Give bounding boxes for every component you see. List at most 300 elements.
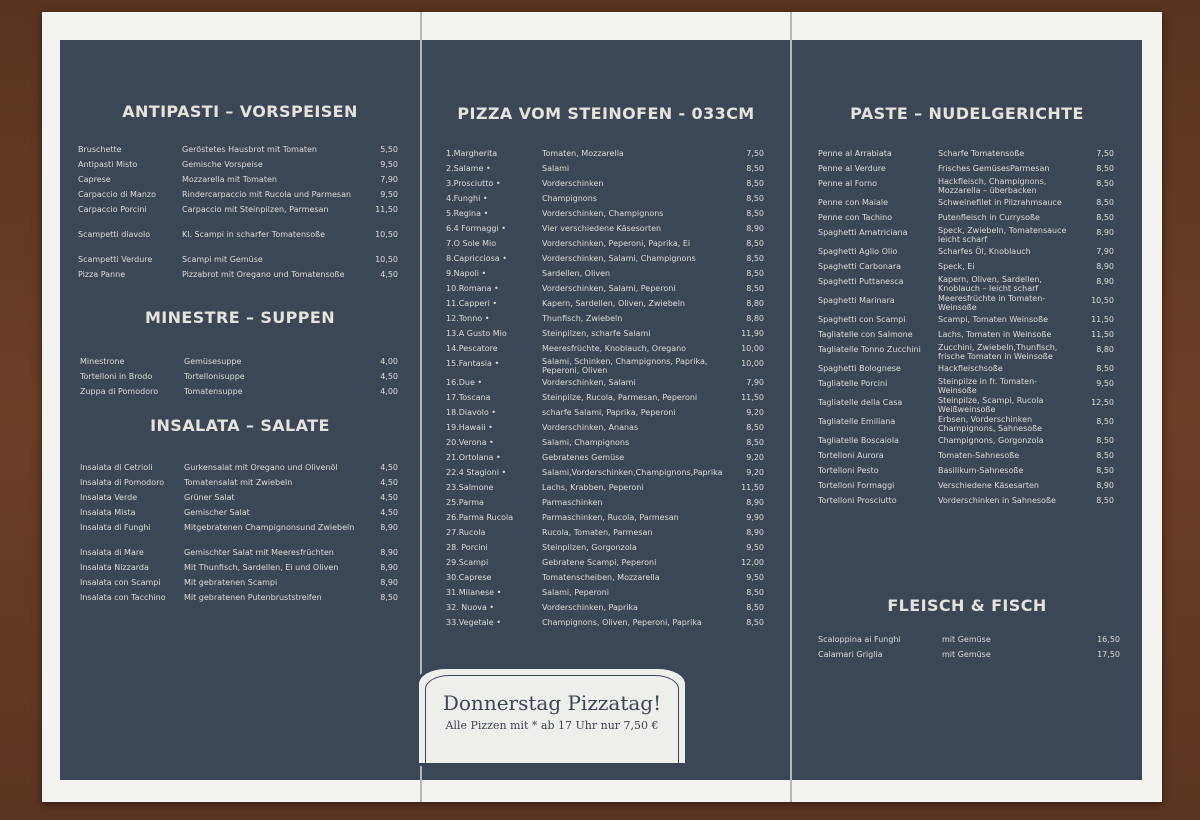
menu-item-description: Verschiedene Käsesarten: [938, 481, 1039, 490]
menu-item-description: Scharfe Tomatensoße: [938, 149, 1025, 158]
menu-item: [818, 647, 1120, 662]
menu-item-description: Mit gebratenen Putenbruststreifen: [184, 593, 322, 602]
menu-item: [446, 341, 764, 356]
menu-item-price: 8,50: [746, 618, 764, 627]
menu-item: [446, 555, 764, 570]
menu-item: [818, 478, 1114, 493]
menu-item: [446, 450, 764, 465]
menu-item-name: Spaghetti Amatriciana: [818, 228, 908, 237]
menu-item-price: 8,50: [1096, 417, 1114, 426]
menu-item: [818, 376, 1114, 395]
menu-item: [78, 227, 398, 242]
menu-item-description: Mit Thunfisch, Sardellen, Ei und Oliven: [184, 563, 339, 572]
menu-item-description: Hackfleisch, Champignons, Mozzarella – überbacken: [938, 177, 1047, 195]
menu-item-description: Tortellonisuppe: [184, 372, 245, 381]
menu-item-name: 26.Parma Rucola: [446, 513, 514, 522]
menu-item-name: 29.Scampi: [446, 558, 489, 567]
menu-item-name: Spaghetti Bolognese: [818, 364, 901, 373]
list-insalata: [80, 460, 398, 605]
menu-item-price: 4,50: [380, 493, 398, 502]
menu-item-price: 12,50: [1091, 398, 1114, 407]
menu-item-price: 8,80: [746, 299, 764, 308]
menu-item-name: 6.4 Formaggi •: [446, 224, 506, 233]
menu-item-description: Scampi, Tomaten Weinsoße: [938, 315, 1049, 324]
menu-item-description: Putenfleisch in Currysoße: [938, 213, 1040, 222]
menu-item-description: Speck, Zwiebeln, Tomatensauce leicht scharf: [938, 226, 1067, 244]
menu-item: [446, 465, 764, 480]
menu-item-description: scharfe Salami, Paprika, Peperoni: [542, 408, 676, 417]
menu-item-name: Insalata Nizzarda: [80, 563, 149, 572]
menu-item-description: Hackfleischsoße: [938, 364, 1003, 373]
menu-item: [78, 267, 398, 282]
menu-item-name: Tortelloni Formaggi: [818, 481, 895, 490]
menu-item-description: Kapern, Sardellen, Oliven, Zwiebeln: [542, 299, 685, 308]
menu-item-description: Lachs, Tomaten in Weinsoße: [938, 330, 1052, 339]
menu-item-name: 11.Capperi •: [446, 299, 498, 308]
menu-item-name: 23.Salmone: [446, 483, 494, 492]
menu-item-description: Champignons, Gorgonzola: [938, 436, 1044, 445]
menu-item-name: Caprese: [78, 175, 111, 184]
menu-item-description: Tomatenscheiben, Mozzarella: [542, 573, 660, 582]
menu-item-price: 8,90: [1096, 277, 1114, 286]
menu-item-name: 19.Hawaii •: [446, 423, 493, 432]
menu-item-description: Meeresfrüchte, Knoblauch, Oregano: [542, 344, 687, 353]
menu-item-description: Scharfes Öl, Knoblauch: [938, 247, 1031, 256]
menu-item-price: 10,00: [741, 344, 764, 353]
menu-item: [446, 540, 764, 555]
menu-item: [818, 176, 1114, 195]
menu-item-name: Tagliatelle con Salmone: [818, 330, 913, 339]
menu-item-price: 11,90: [741, 329, 764, 338]
menu-item-price: 8,50: [746, 423, 764, 432]
menu-item-price: 7,50: [1096, 149, 1114, 158]
menu-item-description: Kl. Scampi in scharfer Tomatensoße: [182, 230, 326, 239]
menu-item: [78, 252, 398, 267]
menu-item-name: Penne con Maiale: [818, 198, 889, 207]
menu-item-description: Lachs, Krabben, Peperoni: [542, 483, 644, 492]
menu-item-description: Mitgebratenen Champignonsund Zwiebeln: [184, 523, 355, 532]
menu-item-description: Sardellen, Oliven: [542, 269, 611, 278]
menu-item: [818, 433, 1114, 448]
menu-item-description: Vorderschinken in Sahnesoße: [938, 496, 1056, 505]
menu-item: [818, 293, 1114, 312]
menu-item: [446, 420, 764, 435]
menu-item-name: Scampetti diavolo: [78, 230, 151, 239]
menu-item-name: 18.Diavolo •: [446, 408, 497, 417]
menu-item-description: Vorderschinken, Salami, Champignons: [542, 254, 696, 263]
menu-item-name: 32. Nuova •: [446, 603, 495, 612]
menu-item-price: 9,20: [746, 453, 764, 462]
menu-item: [446, 221, 764, 236]
menu-item-price: 9,50: [746, 573, 764, 582]
menu-item-name: Insalata di Mare: [80, 548, 144, 557]
menu-item-description: Vorderschinken, Ananas: [542, 423, 639, 432]
menu-item-description: Geröstetes Hausbrot mit Tomaten: [182, 145, 317, 154]
menu-item-name: 10.Romana •: [446, 284, 499, 293]
menu-item: [446, 570, 764, 585]
menu-item-name: Bruschette: [78, 145, 122, 154]
menu-item-price: 8,90: [746, 224, 764, 233]
menu-item-description: Steinpilze in fr. Tomaten-Weinsoße: [938, 377, 1038, 395]
menu-item-price: 8,90: [746, 528, 764, 537]
menu-item-description: mit Gemüse: [942, 650, 991, 659]
list-pizza: [446, 146, 764, 630]
menu-item-name: 8.Capricciosa •: [446, 254, 507, 263]
menu-item-description: Vorderschinken, Paprika: [542, 603, 638, 612]
menu-item: [818, 161, 1114, 176]
menu-item: [818, 210, 1114, 225]
menu-item-name: Spaghetti Aglio Olio: [818, 247, 898, 256]
menu-item: [446, 510, 764, 525]
list-minestre: [80, 354, 398, 399]
menu-item-name: Penne al Arrabiata: [818, 149, 892, 158]
menu-item-price: 8,50: [1096, 213, 1114, 222]
menu-item-price: 8,50: [746, 179, 764, 188]
menu-item-name: 27.Rucola: [446, 528, 486, 537]
menu-item: [446, 311, 764, 326]
menu-item-price: 8,50: [1096, 451, 1114, 460]
menu-item: [818, 244, 1114, 259]
menu-item-name: 1.Margherita: [446, 149, 498, 158]
menu-item: [446, 615, 764, 630]
menu-item-name: Tagliatelle Tonno Zucchini: [818, 345, 921, 354]
menu-item-description: Salami, Schinken, Champignons, Paprika, Peperoni, Oliven: [542, 357, 708, 375]
menu-item-name: 21.Ortolana •: [446, 453, 501, 462]
menu-item: [818, 195, 1114, 210]
menu-item-description: Mozzarella mit Tomaten: [182, 175, 277, 184]
menu-item: [818, 146, 1114, 161]
menu-item: [818, 274, 1114, 293]
menu-item-description: Steinpilze, Rucola, Parmesan, Peperoni: [542, 393, 698, 402]
menu-item-description: Salami,Vorderschinken,Champignons,Paprika: [542, 468, 723, 477]
menu-item-price: 9,50: [1096, 379, 1114, 388]
menu-item: [80, 490, 398, 505]
menu-item-description: Basilikum-Sahnesoße: [938, 466, 1024, 475]
menu-item-description: Gemischter Salat mit Meeresfrüchten: [184, 548, 334, 557]
menu-item: [80, 475, 398, 490]
menu-item-price: 8,50: [746, 194, 764, 203]
menu-item-price: 8,50: [1096, 198, 1114, 207]
menu-item-price: 11,50: [741, 393, 764, 402]
menu-item: [80, 520, 398, 535]
menu-item-description: Vorderschinken, Champignons: [542, 209, 664, 218]
menu-item-name: 17.Toscana: [446, 393, 491, 402]
menu-item-price: 4,50: [380, 478, 398, 487]
menu-item-price: 8,90: [380, 563, 398, 572]
menu-item: [446, 236, 764, 251]
menu-item-price: 8,50: [1096, 496, 1114, 505]
menu-item-name: Penne con Tachino: [818, 213, 893, 222]
section-title-pizza: PIZZA VOM STEINOFEN - 033CM: [457, 104, 755, 123]
menu-item-description: Carpaccio mit Steinpilzen, Parmesan: [182, 205, 329, 214]
menu-item-description: Scampi mit Gemüse: [182, 255, 263, 264]
menu-item-name: Minestrone: [80, 357, 125, 366]
menu-item: [446, 375, 764, 390]
menu-item: [78, 172, 398, 187]
menu-item-name: Tagliatelle Emiliana: [818, 417, 896, 426]
list-spacer: [78, 242, 398, 252]
menu-item-price: 4,00: [380, 357, 398, 366]
menu-item: [446, 266, 764, 281]
menu-item-name: 3.Prosciutto •: [446, 179, 501, 188]
menu-item: [446, 176, 764, 191]
menu-item-description: Grüner Salat: [184, 493, 235, 502]
menu-item-description: Zucchini, Zwiebeln,Thunfisch, frische Tomaten in Weinsoße: [938, 343, 1058, 361]
menu-item-price: 8,90: [380, 523, 398, 532]
menu-item-description: Steinpilzen, Gorgonzola: [542, 543, 637, 552]
menu-item-name: Spaghetti Puttanesca: [818, 277, 904, 286]
menu-item-name: Insalata con Scampi: [80, 578, 161, 587]
menu-item: [446, 435, 764, 450]
menu-item-name: 31.Milanese •: [446, 588, 502, 597]
menu-item: [446, 480, 764, 495]
menu-item: [78, 187, 398, 202]
panel-left: [60, 40, 420, 780]
menu-item-price: 8,50: [746, 209, 764, 218]
menu-item-name: Pizza Panne: [78, 270, 126, 279]
menu-item: [446, 281, 764, 296]
menu-item-price: 8,90: [1096, 228, 1114, 237]
menu-item-price: 12,00: [741, 558, 764, 567]
menu-item-description: Thunfisch, Zwiebeln: [542, 314, 623, 323]
menu-item: [80, 369, 398, 384]
menu-item-description: Steinpilzen, scharfe Salami: [542, 329, 651, 338]
menu-item: [446, 390, 764, 405]
fold-line-right: [790, 12, 792, 802]
menu-item-price: 11,50: [1091, 315, 1114, 324]
menu-item-description: Tomatensuppe: [184, 387, 243, 396]
menu-item-price: 4,50: [380, 270, 398, 279]
menu-item-name: 13.A Gusto Mio: [446, 329, 507, 338]
menu-item-description: Champignons, Oliven, Peperoni, Paprika: [542, 618, 702, 627]
menu-item-price: 16,50: [1097, 635, 1120, 644]
menu-item-description: Meeresfrüchte in Tomaten-Weinsoße: [938, 294, 1046, 312]
menu-item-description: Steinpilze, Scampi, Rucola Weißweinsoße: [938, 396, 1044, 414]
menu-item-description: Schweinefilet in Pilzrahmsauce: [938, 198, 1062, 207]
menu-item-description: Rindercarpaccio mit Rucola und Parmesan: [182, 190, 352, 199]
menu-item-name: Penne al Forno: [818, 179, 878, 188]
menu-item-name: Insalata di Funghi: [80, 523, 151, 532]
menu-item: [818, 312, 1114, 327]
promo-box: [416, 666, 688, 766]
menu-item-description: Kapern, Oliven, Sardellen, Knoblauch – leicht scharf: [938, 275, 1042, 293]
menu-item-name: 12.Tonno •: [446, 314, 490, 323]
menu-item: [80, 545, 398, 560]
menu-item-name: Tortelloni Prosciutto: [818, 496, 897, 505]
menu-item-description: Parmaschinken, Rucola, Parmesan: [542, 513, 679, 522]
menu-item-price: 4,50: [380, 463, 398, 472]
list-antipasti: [78, 142, 398, 282]
menu-item-name: 9.Napoli •: [446, 269, 487, 278]
menu-item-name: Spaghetti con Scampi: [818, 315, 906, 324]
menu-item-price: 10,50: [375, 230, 398, 239]
menu-item: [446, 405, 764, 420]
menu-item-name: 30.Caprese: [446, 573, 492, 582]
menu-item: [80, 575, 398, 590]
menu-item-description: Salami, Champignons: [542, 438, 630, 447]
menu-item-description: Gemüsesuppe: [184, 357, 242, 366]
menu-item-price: 8,50: [746, 164, 764, 173]
menu-item-description: Gurkensalat mit Oregano und Olivenöl: [184, 463, 338, 472]
menu-item-description: Parmaschinken: [542, 498, 603, 507]
menu-item: [818, 448, 1114, 463]
menu-item-name: Carpaccio Porcini: [78, 205, 147, 214]
menu-item-price: 8,50: [380, 593, 398, 602]
menu-item-price: 9,50: [380, 160, 398, 169]
menu-item: [78, 202, 398, 217]
menu-item-name: Tagliatelle Porcini: [818, 379, 888, 388]
menu-item-description: Rucola, Tomaten, Parmesan: [542, 528, 653, 537]
menu-item-description: Gebratenes Gemüse: [542, 453, 625, 462]
menu-item-price: 7,50: [746, 149, 764, 158]
section-title-paste: PASTE – NUDELGERICHTE: [850, 104, 1084, 123]
menu-item-price: 4,50: [380, 508, 398, 517]
menu-item-price: 8,90: [380, 548, 398, 557]
menu-item-price: 9,50: [746, 543, 764, 552]
menu-item-price: 8,50: [746, 438, 764, 447]
menu-item-price: 8,50: [746, 269, 764, 278]
menu-item: [818, 225, 1114, 244]
menu-item-name: Scaloppina ai Funghi: [818, 635, 901, 644]
menu-item-description: Frisches GemüsesParmesan: [938, 164, 1050, 173]
menu-item-price: 8,90: [1096, 481, 1114, 490]
menu-item-description: Vorderschinken: [542, 179, 604, 188]
menu-item: [446, 206, 764, 221]
menu-item-price: 8,50: [1096, 179, 1114, 188]
menu-item: [818, 493, 1114, 508]
list-fleisch: [818, 632, 1120, 662]
menu-item-name: 4.Funghi •: [446, 194, 488, 203]
menu-item-price: 8,90: [746, 498, 764, 507]
menu-item-price: 7,90: [1096, 247, 1114, 256]
menu-item-price: 9,90: [746, 513, 764, 522]
menu-item: [446, 525, 764, 540]
menu-item-name: Insalata di Cetrioli: [80, 463, 153, 472]
menu-item-price: 8,80: [1096, 345, 1114, 354]
panel-right: [792, 40, 1142, 780]
menu-item-name: Tortelloni Aurora: [818, 451, 884, 460]
menu-item-price: 8,50: [1096, 436, 1114, 445]
menu-item: [446, 326, 764, 341]
menu-item: [446, 251, 764, 266]
menu-item-name: Antipasti Misto: [78, 160, 138, 169]
promo-title: Donnerstag Pizzatag!: [442, 691, 662, 715]
menu-item-name: 7.O Sole Mio: [446, 239, 497, 248]
menu-item-price: 8,80: [746, 314, 764, 323]
menu-item-description: Gemische Vorspeise: [182, 160, 263, 169]
menu-item: [818, 327, 1114, 342]
menu-item-name: Tortelloni Pesto: [818, 466, 879, 475]
menu-item: [80, 590, 398, 605]
menu-item-description: Salami: [542, 164, 570, 173]
menu-item-price: 9,50: [380, 190, 398, 199]
menu-item-price: 8,50: [746, 588, 764, 597]
menu-item-description: Vorderschinken, Salami: [542, 378, 636, 387]
menu-item-price: 10,50: [1091, 296, 1114, 305]
menu-item-price: 8,50: [746, 239, 764, 248]
menu-item: [80, 560, 398, 575]
list-spacer: [78, 217, 398, 227]
menu-item-price: 11,50: [741, 483, 764, 492]
menu-item: [446, 356, 764, 375]
menu-item-name: 5.Regina •: [446, 209, 489, 218]
menu-item-price: 8,90: [380, 578, 398, 587]
section-title-minestre: MINESTRE – SUPPEN: [144, 308, 336, 327]
menu-item-name: 14.Pescatore: [446, 344, 498, 353]
menu-item-name: Carpaccio di Manzo: [78, 190, 157, 199]
menu-item-name: Tortelloni in Brodo: [80, 372, 153, 381]
menu-item-price: 8,50: [746, 284, 764, 293]
menu-item-price: 8,50: [1096, 466, 1114, 475]
menu-item-name: Scampetti Verdure: [78, 255, 153, 264]
menu-item: [80, 505, 398, 520]
menu-item-name: 15.Fantasia •: [446, 359, 500, 368]
menu-item-description: Speck, Ei: [938, 262, 975, 271]
menu-item-name: 33.Vegetale •: [446, 618, 501, 627]
menu-item-name: Spaghetti Carbonara: [818, 262, 902, 271]
menu-item-name: Tagliatelle della Casa: [818, 398, 903, 407]
section-title-fleisch: FLEISCH & FISCH: [887, 596, 1047, 615]
menu-item-description: Tomatensalat mit Zwiebeln: [184, 478, 293, 487]
menu-item-name: Zuppa di Pomodoro: [80, 387, 159, 396]
menu-item: [80, 354, 398, 369]
menu-item: [80, 384, 398, 399]
menu-item-name: Insalata con Tacchino: [80, 593, 166, 602]
menu-item-description: Champignons: [542, 194, 597, 203]
menu-item-description: Vier verschiedene Käsesorten: [542, 224, 662, 233]
menu-item-name: 28. Porcini: [446, 543, 488, 552]
menu-item-price: 10,00: [741, 359, 764, 368]
menu-item-price: 7,90: [380, 175, 398, 184]
menu-item-price: 8,50: [1096, 364, 1114, 373]
menu-item: [78, 157, 398, 172]
menu-item-name: 22.4 Stagioni •: [446, 468, 507, 477]
menu-item-description: Tomaten, Mozzarella: [542, 149, 624, 158]
menu-item-name: Insalata di Pomodoro: [80, 478, 165, 487]
menu-item: [446, 600, 764, 615]
menu-item-name: Tagliatelle Boscaiola: [818, 436, 899, 445]
menu-item: [78, 142, 398, 157]
menu-item-price: 9,20: [746, 408, 764, 417]
menu-item: [446, 495, 764, 510]
list-spacer: [80, 535, 398, 545]
menu-item-price: 4,00: [380, 387, 398, 396]
menu-item-name: 25.Parma: [446, 498, 484, 507]
menu-item: [818, 414, 1114, 433]
menu-item: [818, 463, 1114, 478]
menu-item-price: 5,50: [380, 145, 398, 154]
menu-item-description: mit Gemüse: [942, 635, 991, 644]
menu-item-price: 4,50: [380, 372, 398, 381]
menu-item: [446, 161, 764, 176]
menu-item-description: Tomaten-Sahnesoße: [938, 451, 1020, 460]
section-title-insalata: INSALATA – SALATE: [150, 416, 330, 435]
menu-item: [446, 146, 764, 161]
menu-item-name: Calamari Griglia: [818, 650, 883, 659]
menu-item-price: 11,50: [375, 205, 398, 214]
menu-item: [818, 632, 1120, 647]
section-title-antipasti: ANTIPASTI – VORSPEISEN: [122, 102, 358, 121]
menu-item-name: 16.Due •: [446, 378, 483, 387]
menu-item-description: Gemischer Salat: [184, 508, 250, 517]
menu-item-price: 10,50: [375, 255, 398, 264]
menu-item-price: 17,50: [1097, 650, 1120, 659]
menu-item-price: 9,20: [746, 468, 764, 477]
menu-item-name: Insalata Verde: [80, 493, 138, 502]
menu-item-description: Salami, Peperoni: [542, 588, 609, 597]
menu-item: [446, 296, 764, 311]
menu-item-price: 8,90: [1096, 262, 1114, 271]
